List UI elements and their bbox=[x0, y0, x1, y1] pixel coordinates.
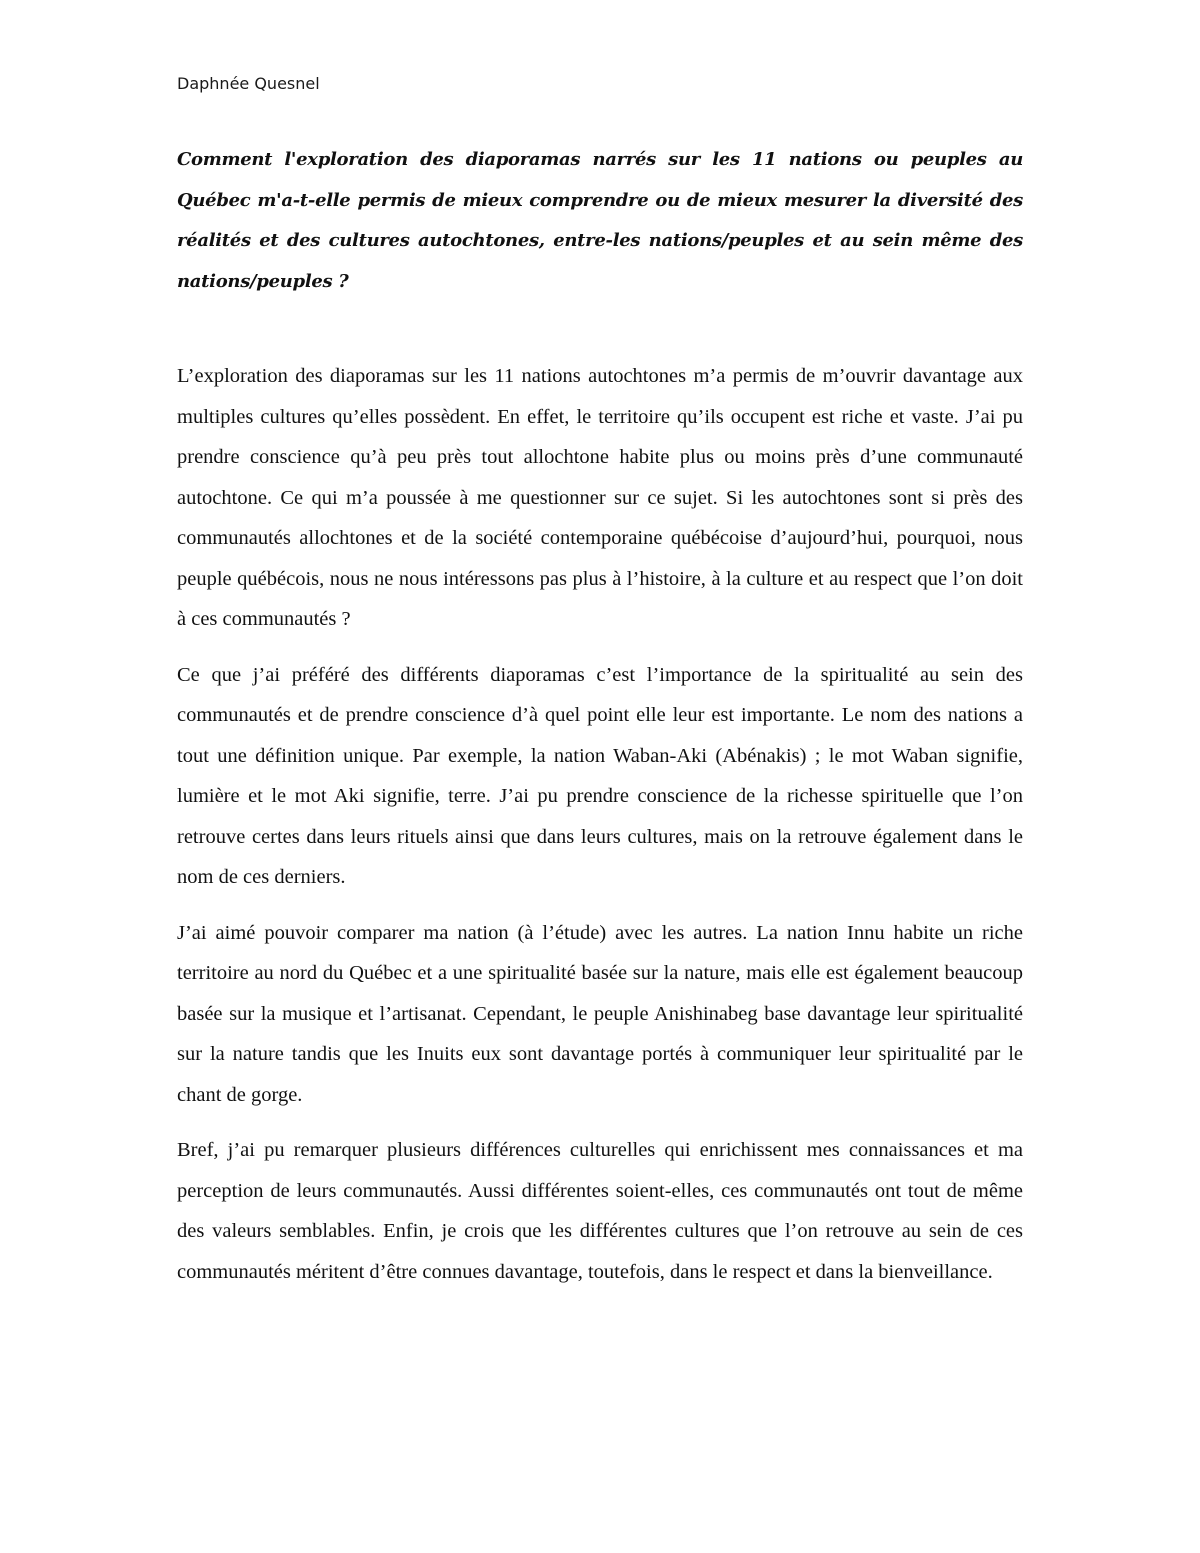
essay-question: Comment l'exploration des diaporamas narrés sur les 11 nations ou peuples au Québec m'a-t-elle permis de mieux comprendre ou de mieux mesurer la diversité des réalités et des cultures autochtones, entre-les nations/peuples et au sein même des nations/peuples ? bbox=[177, 149, 1023, 292]
paragraph-3: J’ai aimé pouvoir comparer ma nation (à l’étude) avec les autres. La nation Innu habite un riche territoire au nord du Québec et a une spiritualité basée sur la nature, mais elle est également beaucoup basée sur la musique et l’artisanat. Cependant, le peuple Anishinabeg base davantage leur spiritualité sur la nature tandis que les Inuits eux sont davantage portés à communiquer leur spiritualité par le chant de gorge. bbox=[177, 921, 1023, 1106]
paragraph-1: L’exploration des diaporamas sur les 11 nations autochtones m’a permis de m’ouvrir davantage aux multiples cultures qu’elles possèdent. En effet, le territoire qu’ils occupent est riche et vaste. J’ai pu prendre conscience qu’à peu près tout allochtone habite plus ou moins près d’une communauté autochtone. Ce qui m’a poussée à me questionner sur ce sujet. Si les autochtones sont si près des communautés allochtones et de la société contemporaine québécoise d’aujourd’hui, pourquoi, nous peuple québécois, nous ne nous intéressons pas plus à l’histoire, à la culture et au respect que l’on doit à ces communautés ? bbox=[177, 365, 1023, 630]
paragraph-2: Ce que j’ai préféré des différents diaporamas c’est l’importance de la spiritualité au sein des communautés et de prendre conscience d’à quel point elle leur est importante. Le nom des nations a tout une définition unique. Par exemple, la nation Waban-Aki (Abénakis) ; le mot Waban signifie, lumière et le mot Aki signifie, terre. J’ai pu prendre conscience de la richesse spirituelle que l’on retrouve certes dans leurs rituels ainsi que dans leurs cultures, mais on la retrouve également dans le nom de ces derniers. bbox=[177, 663, 1023, 888]
author-name: Daphnée Quesnel bbox=[177, 74, 320, 93]
paragraph-4: Bref, j’ai pu remarquer plusieurs différences culturelles qui enrichissent mes connaissances et ma perception de leurs communautés. Aussi différentes soient-elles, ces communautés ont tout de même des valeurs semblables. Enfin, je crois que les différentes cultures que l’on retrouve au sein de ces communautés méritent d’être connues davantage, toutefois, dans le respect et dans la bienveillance. bbox=[177, 1139, 1023, 1283]
document-body bbox=[177, 140, 1023, 1292]
